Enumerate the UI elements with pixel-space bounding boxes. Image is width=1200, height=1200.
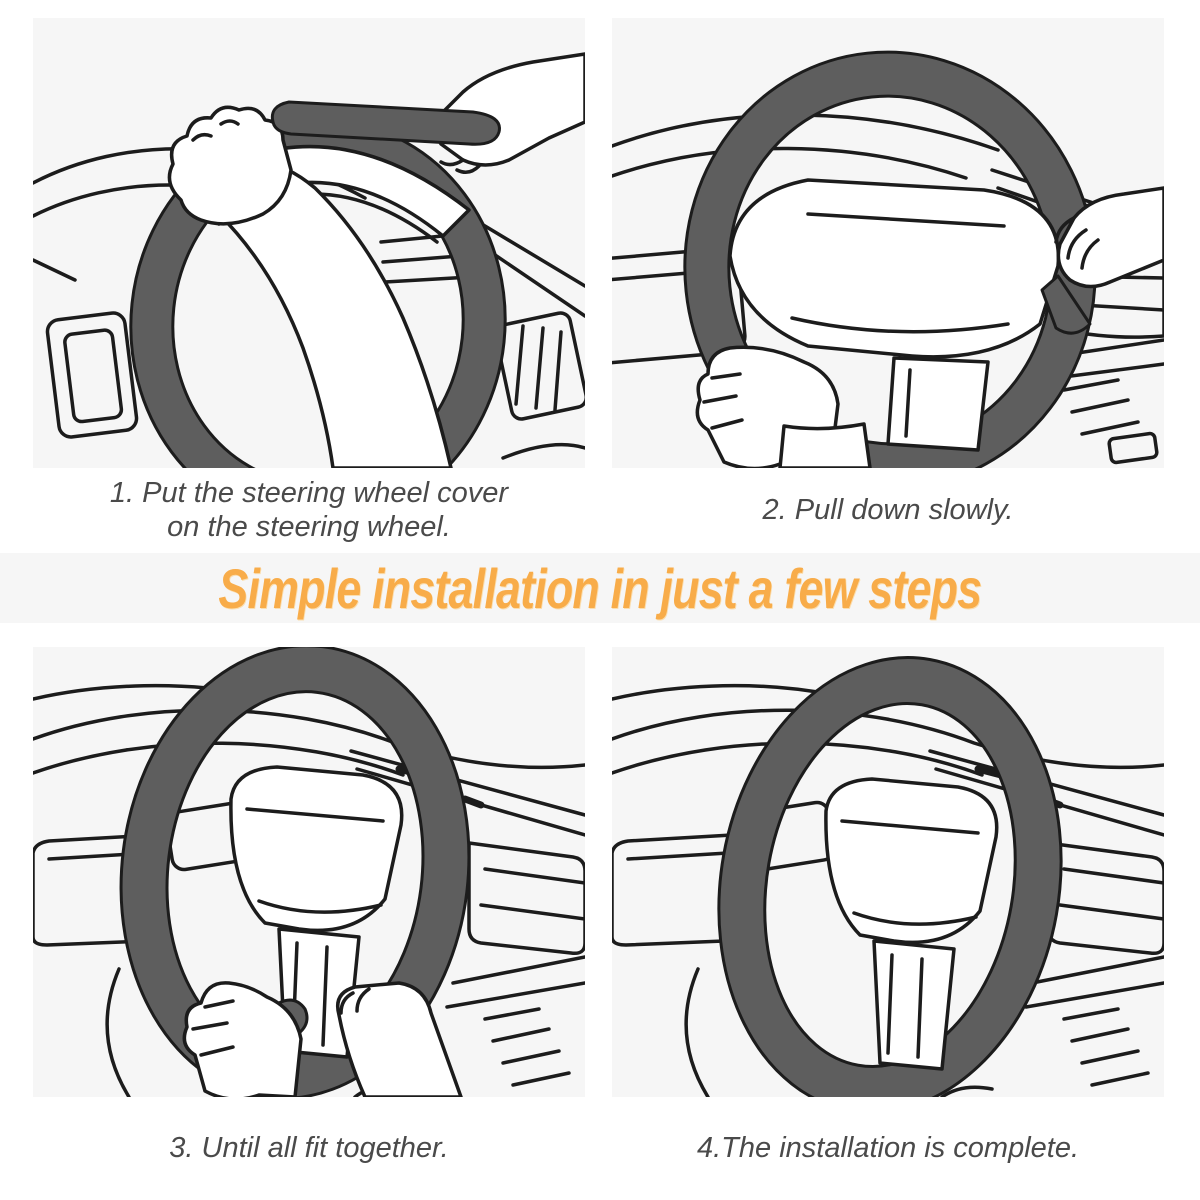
left-hand [697, 347, 870, 468]
step-1-illustration [33, 18, 585, 468]
step-1-caption-line-1: 1. Put the steering wheel cover [109, 476, 509, 509]
step-2-caption [612, 468, 1164, 553]
banner-title: Simple installation in just a few steps [218, 556, 982, 620]
top-captions-row [0, 468, 1200, 553]
top-illustration-row [0, 18, 1200, 468]
step-4-illustration [612, 647, 1164, 1097]
step-2-drawing [612, 18, 1164, 468]
step-3-drawing [33, 647, 585, 1097]
step-3-caption [33, 1097, 585, 1200]
step-1-caption-line-2: on the steering wheel. [167, 510, 451, 543]
bottom-illustration-row [0, 647, 1200, 1097]
bottom-captions-row [0, 1097, 1200, 1200]
step-1-caption [33, 468, 585, 553]
banner [0, 553, 1200, 623]
step-2-caption-line-1: 2. Pull down slowly. [762, 493, 1014, 526]
step-1-drawing [33, 18, 585, 468]
step-4-caption [612, 1097, 1164, 1200]
step-4-drawing [612, 647, 1164, 1097]
step-3-caption-line-1: 3. Until all fit together. [169, 1131, 449, 1164]
step-2-illustration [612, 18, 1164, 468]
step-3-illustration [33, 647, 585, 1097]
step-4-caption-line-1: 4.The installation is complete. [696, 1131, 1080, 1164]
right-hand [338, 983, 461, 1097]
